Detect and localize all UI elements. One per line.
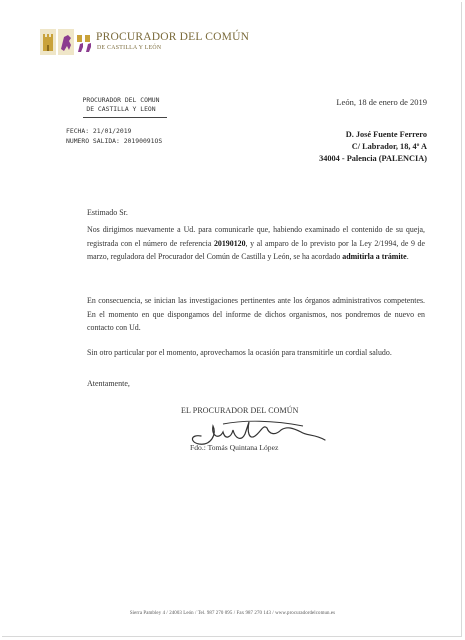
p1-text-c: . xyxy=(406,252,409,262)
p1-text-b: , y al amparo de lo previsto por la Ley 2/1994, de 9 de marzo, reguladora del Procurador del Común de Castilla y León, se ha acordado xyxy=(87,238,425,262)
registry-meta xyxy=(66,127,162,146)
reference-number: 20190120 xyxy=(213,238,246,248)
p1-text-a: Nos dirigimos nuevamente a Ud. para comunicarle que, habiendo examinado el contenido de su queja, registrada con el número de referencia xyxy=(87,225,425,248)
stamp-rule xyxy=(83,117,167,118)
stamp-line-2: DE CASTILLA Y LEON xyxy=(86,105,156,113)
registry-exit-number: NUMERO SALIDA: 20190091OS xyxy=(66,136,163,145)
castle-lion-crest-icon xyxy=(40,29,92,55)
footer-contact: Sierra Pambley 4 / 24003 León / Tel. 987 270 095 / Fax 987 270 143 / www.procuradordelcomun.es xyxy=(129,611,336,616)
salutation: Estimado Sr. xyxy=(87,208,128,217)
institution-region: DE CASTILLA Y LEÓN xyxy=(97,45,162,51)
paragraph-1 xyxy=(87,223,425,264)
recipient-city: 34004 - Palencia (PALENCIA) xyxy=(319,154,427,164)
letter-date: León, 18 de enero de 2019 xyxy=(336,97,427,107)
paragraph-3: Sin otro particular por el momento, aprovechamos la ocasión para transmitirle un cordial saludo. xyxy=(87,348,392,357)
registry-date: FECHA: 21/01/2019 xyxy=(66,127,132,135)
stamp-line-1: PROCURADOR DEL COMUN xyxy=(82,96,160,104)
decision: admitirla a trámite xyxy=(342,252,407,262)
paragraph-2: En consecuencia, se inician las investigaciones pertinentes ante los órganos administrativos competentes. En el momento en que dispongamos del informe de dichos organismos, nos pondremos de nuevo en contacto con Ud. xyxy=(87,296,425,333)
recipient-name: D. José Fuente Ferrero xyxy=(345,130,427,139)
recipient-street: C/ Labrador, 18, 4º A xyxy=(351,142,427,152)
signer-name: Fdo.: Tomás Quintana López xyxy=(190,443,279,452)
closing: Atentamente, xyxy=(87,379,130,388)
signer-title: EL PROCURADOR DEL COMÚN xyxy=(181,406,299,415)
recipient-address xyxy=(319,129,427,166)
registry-stamp xyxy=(66,96,176,122)
institution-name: PROCURADOR DEL COMÚN xyxy=(96,31,250,43)
